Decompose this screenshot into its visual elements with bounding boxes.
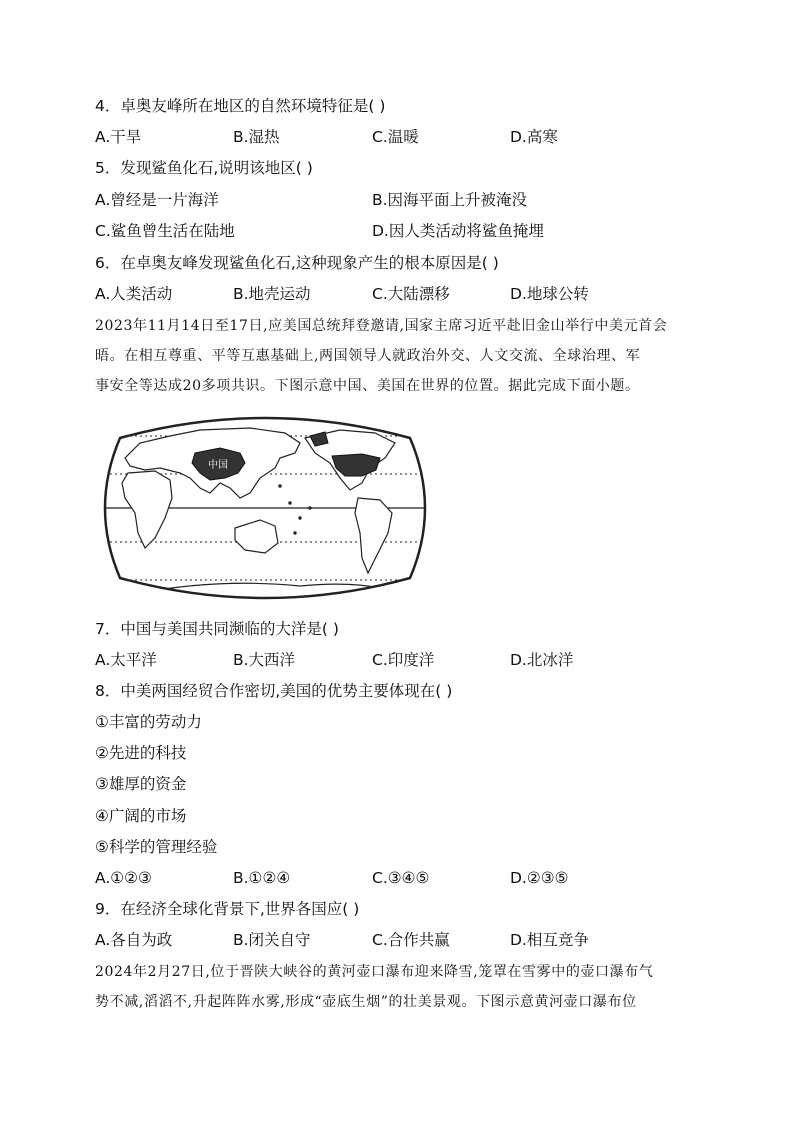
question-4-stem: 4．卓奥友峰所在地区的自然环境特征是( ) — [95, 97, 386, 115]
question-7-stem: 7．中国与美国共同濒临的大洋是( ) — [95, 620, 339, 638]
world-map — [100, 408, 430, 608]
q8-item-5: ⑤科学的管理经验 — [95, 838, 218, 856]
q9-option-c: C.合作共赢 — [372, 931, 450, 949]
q4-option-a: A.干旱 — [95, 128, 142, 146]
q8-item-3: ③雄厚的资金 — [95, 775, 187, 793]
question-5-stem: 5．发现鲨鱼化石,说明该地区( ) — [95, 159, 313, 177]
q7-option-a: A.太平洋 — [95, 651, 157, 669]
q7-option-d: D.北冰洋 — [510, 651, 574, 669]
q8-option-d: D.②③⑤ — [510, 869, 569, 887]
q5-option-b: B.因海平面上升被淹没 — [372, 191, 528, 209]
q5-option-d: D.因人类活动将鲨鱼掩埋 — [372, 222, 544, 240]
q8-item-4: ④广阔的市场 — [95, 807, 187, 825]
question-8-stem: 8．中美两国经贸合作密切,美国的优势主要体现在( ) — [95, 682, 453, 700]
q7-option-c: C.印度洋 — [372, 651, 435, 669]
question-9-stem: 9．在经济全球化背景下,世界各国应( ) — [95, 900, 360, 918]
passage-1-line-1: 2023年11月14日至17日,应美国总统拜登邀请,国家主席习近平赴旧金山举行中美元首会 — [95, 318, 668, 334]
q9-option-b: B.闭关自守 — [233, 931, 311, 949]
q4-option-d: D.高寒 — [510, 128, 558, 146]
q8-option-b: B.①②④ — [233, 869, 291, 887]
map-label-china: 中国 — [208, 460, 228, 471]
passage-1-line-3: 事安全等达成20多项共识。下图示意中国、美国在世界的位置。据此完成下面小题。 — [95, 378, 640, 394]
q9-option-a: A.各自为政 — [95, 931, 173, 949]
q6-option-c: C.大陆漂移 — [372, 285, 450, 303]
question-6-stem: 6．在卓奥友峰发现鲨鱼化石,这种现象产生的根本原因是( ) — [95, 254, 499, 272]
q6-option-a: A.人类活动 — [95, 285, 173, 303]
q5-option-a: A.曾经是一片海洋 — [95, 191, 219, 209]
q6-option-b: B.地壳运动 — [233, 285, 311, 303]
q7-option-b: B.大西洋 — [233, 651, 296, 669]
q8-option-c: C.③④⑤ — [372, 869, 430, 887]
passage-1-line-2: 晤。在相互尊重、平等互惠基础上,两国领导人就政治外交、人文交流、全球治理、军 — [95, 348, 641, 364]
q8-option-a: A.①②③ — [95, 869, 152, 887]
q6-option-d: D.地球公转 — [510, 285, 589, 303]
q4-option-c: C.温暖 — [372, 128, 419, 146]
q5-option-c: C.鲨鱼曾生活在陆地 — [95, 222, 235, 240]
q8-item-2: ②先进的科技 — [95, 744, 187, 762]
q4-option-b: B.湿热 — [233, 128, 280, 146]
passage-2-line-1: 2024年2月27日,位于晋陕大峡谷的黄河壶口瀑布迎来降雪,笼罩在雪雾中的壶口瀑布气 — [95, 964, 654, 980]
q9-option-d: D.相互竞争 — [510, 931, 589, 949]
q8-item-1: ①丰富的劳动力 — [95, 713, 202, 731]
passage-2-line-2: 势不减,滔滔不,升起阵阵水雾,形成“壶底生烟”的壮美景观。下图示意黄河壶口瀑布位 — [95, 994, 637, 1010]
